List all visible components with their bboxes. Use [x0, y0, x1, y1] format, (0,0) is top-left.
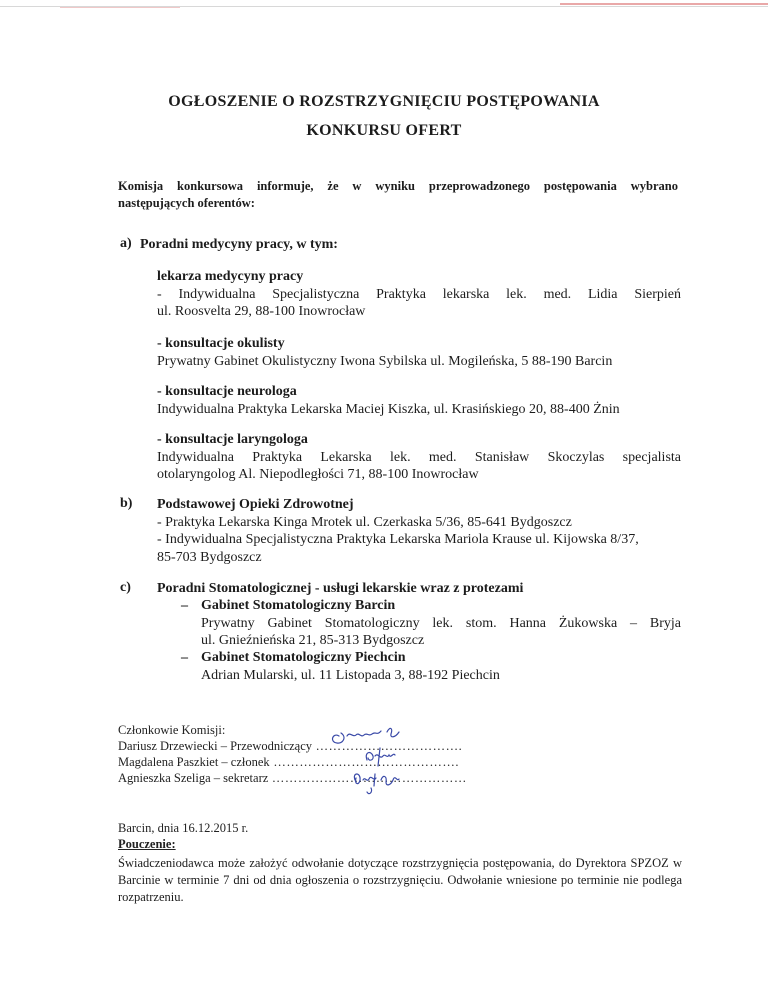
item-line: ul. Roosvelta 29, 88-100 Inowrocław: [157, 304, 366, 319]
item-line: otolaryngolog Al. Niepodległości 71, 88-100 Inowrocław: [157, 467, 479, 482]
member-name: Agnieszka Szeliga – sekretarz: [118, 771, 269, 785]
section-b-heading: Podstawowej Opieki Zdrowotnej: [157, 497, 354, 512]
item-heading: - konsultacje laryngologa: [157, 432, 308, 447]
document-title: OGŁOSZENIE O ROZSTRZYGNIĘCIU POSTĘPOWANIA: [168, 93, 600, 110]
section-c-item-piechcin: [181, 649, 681, 684]
item-heading: Gabinet Stomatologiczny Piechcin: [201, 650, 406, 665]
section-a-label: a): [120, 236, 132, 251]
member-name: Dariusz Drzewiecki – Przewodniczący: [118, 739, 313, 753]
item-line: ul. Gnieźnieńska 21, 85-313 Bydgoszcz: [201, 633, 425, 648]
intro-line-2: następujących oferentów:: [118, 196, 255, 210]
notice-text: Świadczeniodawca może założyć odwołanie dotyczące rozstrzygnięcia postępowania, do Dyrektora SPZOZ w Barcinie w terminie 7 dni od dnia ogłoszenia o rozstrzygnięciu. Odwołanie wniesione po terminie nie podlega rozpatrzeniu.: [118, 856, 682, 904]
intro-line-1: Komisja konkursowa informuje, że w wyniku przeprowadzonego postępowania wybrano: [118, 179, 678, 193]
document-subtitle: KONKURSU OFERT: [306, 122, 462, 139]
notice-label: Pouczenie:: [118, 837, 176, 851]
item-heading: Gabinet Stomatologiczny Barcin: [201, 598, 396, 613]
handwritten-signatures: [325, 722, 435, 798]
item-line: Prywatny Gabinet Stomatologiczny lek. stom. Hanna Żukowska – Bryja: [201, 615, 681, 631]
item-line: Prywatny Gabinet Okulistyczny Iwona Sybilska ul. Mogileńska, 5 88-190 Barcin: [157, 353, 613, 369]
member-name: Magdalena Paszkiet – członek: [118, 755, 270, 769]
item-line: - Praktyka Lekarska Kinga Mrotek ul. Czerkaska 5/36, 85-641 Bydgoszcz: [157, 514, 572, 530]
item-heading: - konsultacje neurologa: [157, 384, 297, 399]
section-a-item-neurology: [157, 383, 681, 418]
item-heading: - konsultacje okulisty: [157, 336, 285, 351]
signature-dots: …………………………….: [312, 739, 463, 753]
section-a-item-ophthalmology: [157, 335, 681, 370]
item-line: Indywidualna Praktyka Lekarska lek. med. Stanisław Skoczylas specjalista: [157, 449, 681, 465]
section-b-block: [157, 496, 681, 566]
section-c-item-barcin: [181, 597, 681, 650]
item-heading: lekarza medycyny pracy: [157, 269, 304, 284]
section-a-item-laryngology: [157, 431, 681, 484]
item-line: - Indywidualna Specjalistyczna Praktyka Lekarska Mariola Krause ul. Kijowska 8/37,: [157, 532, 639, 547]
section-a-item-occupational: [157, 268, 681, 321]
scan-artifact-red-mark: [560, 3, 768, 5]
section-c-label: c): [120, 580, 131, 595]
signature-dots: …………………………………….: [269, 755, 459, 769]
section-b-label: b): [120, 496, 133, 511]
section-c-heading: Poradni Stomatologicznej - usługi lekarskie wraz z protezami: [157, 581, 524, 596]
section-a-heading: Poradni medycyny pracy, w tym:: [140, 237, 338, 252]
signature-dots: ………………………………………: [268, 771, 467, 785]
item-line: Indywidualna Praktyka Lekarska Maciej Kiszka, ul. Krasińskiego 20, 88-400 Żnin: [157, 401, 620, 417]
place-and-date: Barcin, dnia 16.12.2015 r.: [118, 821, 249, 835]
list-dash: –: [181, 598, 188, 613]
item-line: 85-703 Bydgoszcz: [157, 549, 262, 565]
committee-header: Członkowie Komisji:: [118, 723, 226, 737]
scan-artifact-red-mark: [60, 7, 180, 8]
item-line: Adrian Mularski, ul. 11 Listopada 3, 88-192 Piechcin: [201, 667, 500, 683]
list-dash: –: [181, 650, 188, 665]
item-line: - Indywidualna Specjalistyczna Praktyka lekarska lek. med. Lidia Sierpień: [157, 286, 681, 302]
